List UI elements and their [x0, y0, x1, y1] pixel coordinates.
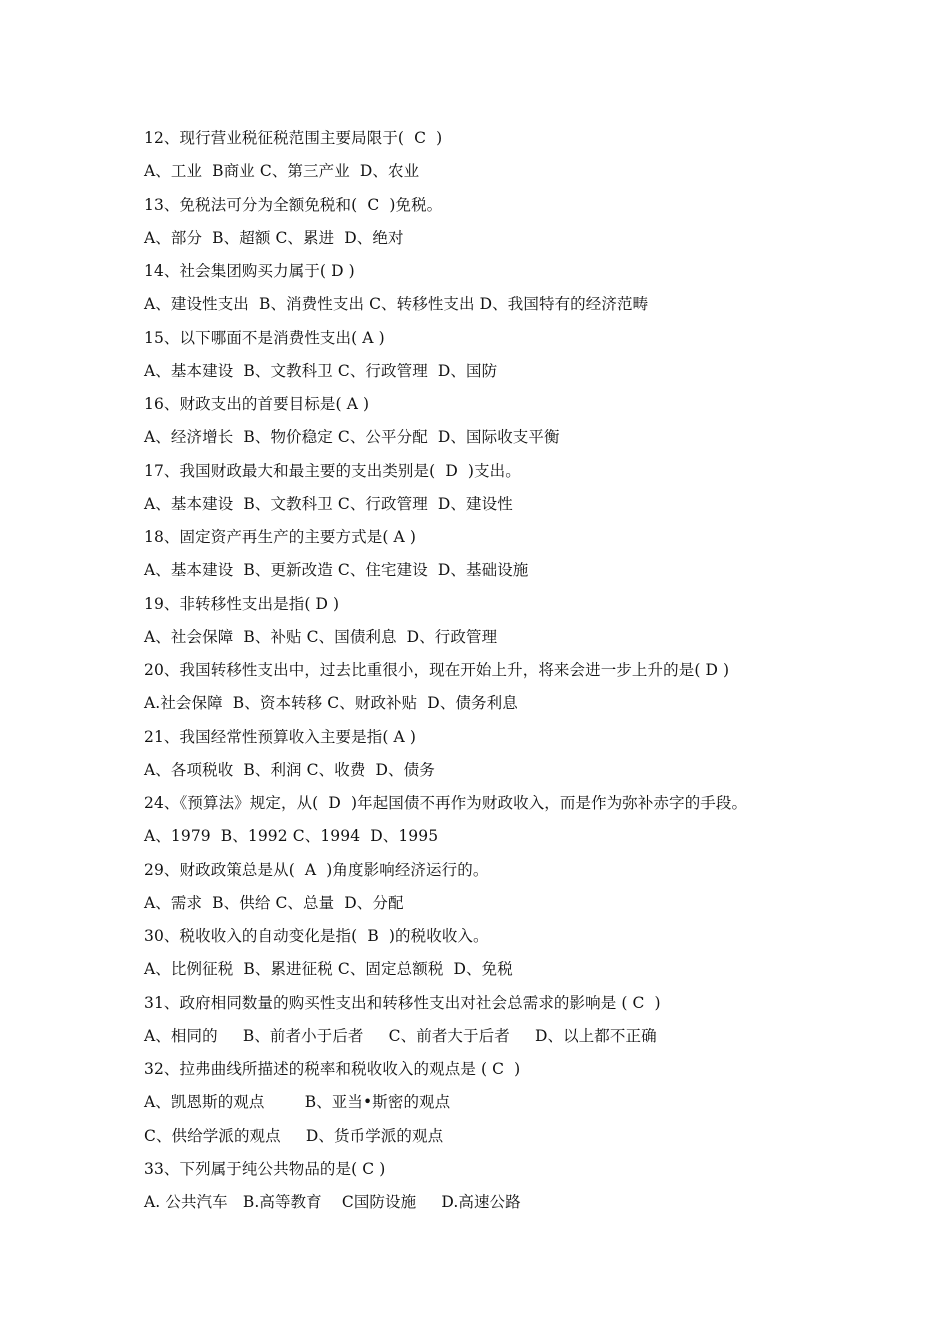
- question-29: 29、财政政策总是从( A )角度影响经济运行的。: [144, 860, 489, 879]
- options-17: A、基本建设 B、文教科卫 C、行政管理 D、建设性: [144, 494, 513, 513]
- options-24: A、1979 B、1992 C、1994 D、1995: [144, 827, 439, 846]
- options-32-cd: C、供给学派的观点 D、货币学派的观点: [144, 1126, 444, 1145]
- question-17: 17、我国财政最大和最主要的支出类别是( D )支出。: [144, 461, 521, 480]
- question-14: 14、社会集团购买力属于( D ): [144, 262, 355, 280]
- question-32: 32、拉弗曲线所描述的税率和税收收入的观点是 ( C ): [144, 1060, 521, 1078]
- options-19: A、社会保障 B、补贴 C、国债利息 D、行政管理: [144, 627, 498, 646]
- question-16: 16、财政支出的首要目标是( A ): [144, 395, 370, 413]
- question-13: 13、免税法可分为全额免税和( C )免税。: [144, 195, 443, 214]
- question-19: 19、非转移性支出是指( D ): [144, 594, 340, 613]
- options-29: A、需求 B、供给 C、总量 D、分配: [144, 893, 404, 912]
- options-21: A、各项税收 B、利润 C、收费 D、债务: [144, 760, 435, 779]
- options-13: A、部分 B、超额 C、累进 D、绝对: [144, 228, 404, 247]
- question-18: 18、固定资产再生产的主要方式是( A ): [144, 528, 416, 546]
- question-33: 33、下列属于纯公共物品的是( C ): [144, 1159, 386, 1178]
- options-30: A、比例征税 B、累进征税 C、固定总额税 D、免税: [144, 960, 513, 979]
- options-33: A. 公共汽车 B.高等教育 C国防设施 D.高速公路: [144, 1193, 521, 1211]
- question-31: 31、政府相同数量的购买性支出和转移性支出对社会总需求的影响是 ( C ): [144, 993, 661, 1012]
- question-list: [144, 124, 864, 1221]
- options-18: A、基本建设 B、更新改造 C、住宅建设 D、基础设施: [144, 561, 529, 580]
- question-12: 12、现行营业税征税范围主要局限于( C ): [144, 129, 443, 147]
- options-14: A、建设性支出 B、消费性支出 C、转移性支出 D、我国特有的经济范畴: [144, 295, 649, 314]
- options-16: A、经济增长 B、物价稳定 C、公平分配 D、国际收支平衡: [144, 428, 560, 447]
- options-31: A、相同的 B、前者小于后者 C、前者大于后者 D、以上都不正确: [144, 1026, 657, 1045]
- question-21: 21、我国经常性预算收入主要是指( A ): [144, 727, 416, 746]
- question-20: 20、我国转移性支出中，过去比重很小，现在开始上升，将来会进一步上升的是( D ): [144, 661, 730, 679]
- question-24: 24、《预算法》规定，从( D )年起国债不再作为财政收入，而是作为弥补赤字的手段。: [144, 794, 748, 812]
- options-12: A、工业 B商业 C、第三产业 D、农业: [144, 162, 420, 181]
- options-15: A、基本建设 B、文教科卫 C、行政管理 D、国防: [144, 361, 498, 380]
- question-30: 30、税收收入的自动变化是指( B )的税收收入。: [144, 927, 489, 945]
- question-15: 15、以下哪面不是消费性支出( A ): [144, 328, 385, 347]
- options-20: A.社会保障 B、资本转移 C、财政补贴 D、债务利息: [144, 694, 518, 713]
- options-32-ab: A、凯恩斯的观点 B、亚当•斯密的观点: [144, 1093, 451, 1112]
